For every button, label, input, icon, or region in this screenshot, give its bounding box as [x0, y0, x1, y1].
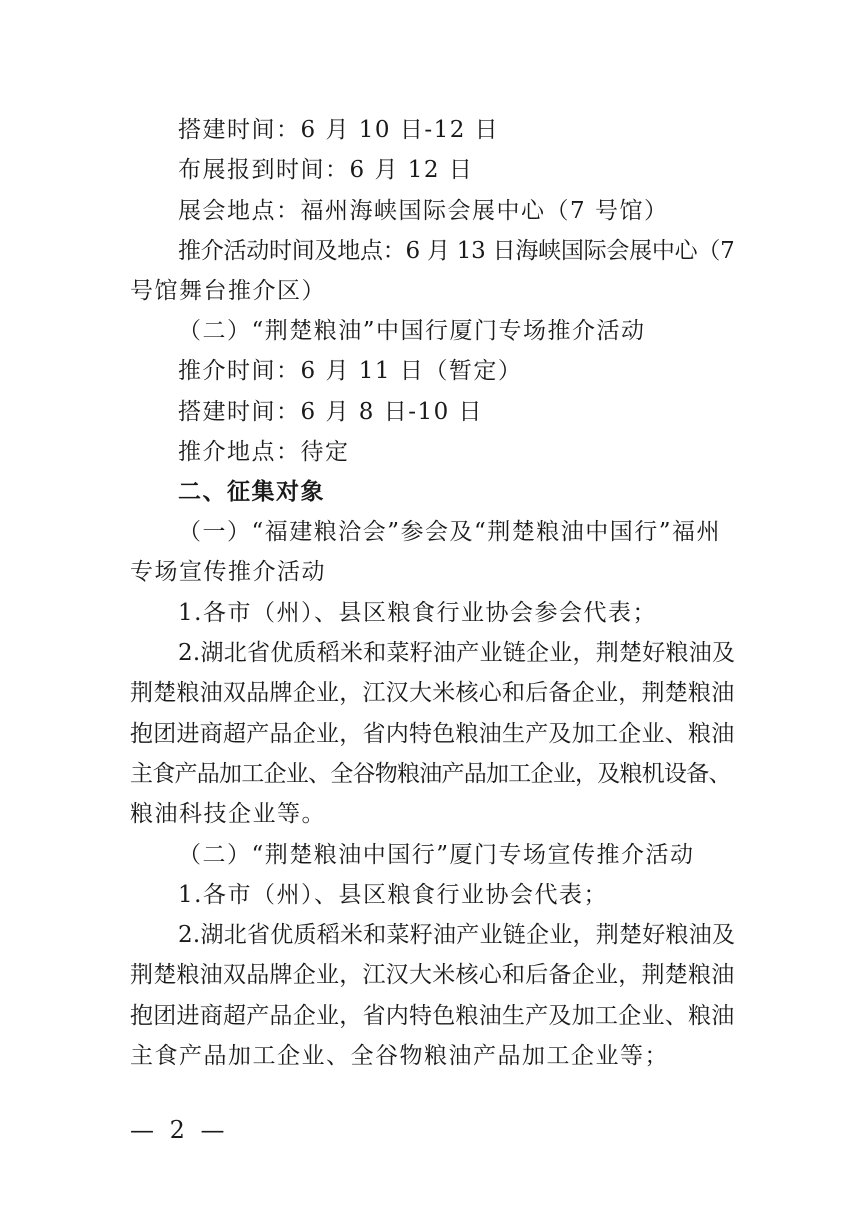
- section-heading: 二、征集对象: [178, 479, 325, 505]
- text-line: 布展报到时间：6 月 12 日: [178, 157, 474, 183]
- text-line: 主食产品加工企业、全谷物粮油产品加工企业等；: [130, 1043, 669, 1069]
- text-line: 推介地点：待定: [178, 439, 350, 465]
- page-number: — 2 —: [130, 1116, 229, 1144]
- subsection-heading: （二）“荆楚粮油中国行”厦门专场宣传推介活动: [178, 842, 695, 868]
- text-line: 粮油科技企业等。: [130, 801, 326, 827]
- text-line: 搭建时间：6 月 8 日-10 日: [178, 399, 484, 425]
- text-line: 推介时间：6 月 11 日（暂定）: [178, 358, 523, 384]
- text-line: 荆楚粮油双品牌企业，江汉大米核心和后备企业，荆楚粮油: [130, 962, 735, 988]
- text-line: 专场宣传推介活动: [130, 559, 326, 585]
- text-line: 荆楚粮油双品牌企业，江汉大米核心和后备企业，荆楚粮油: [130, 680, 735, 706]
- text-line: 搭建时间：6 月 10 日-12 日: [178, 117, 500, 143]
- list-item: 1.各市（州）、县区粮食行业协会参会代表；: [178, 600, 657, 626]
- text-line: 主食产品加工企业、全谷物粮油产品加工企业，及粮机设备、: [130, 761, 731, 787]
- list-item: 2.湖北省优质稻米和菜籽油产业链企业，荆楚好粮油及: [178, 922, 736, 948]
- text-line: 抱团进商超产品企业，省内特色粮油生产及加工企业、粮油: [130, 721, 735, 747]
- list-item: 1.各市（州）、县区粮食行业协会代表；: [178, 882, 608, 908]
- text-line: 展会地点：福州海峡国际会展中心（7 号馆）: [178, 198, 669, 224]
- subsection-heading: （二）“荆楚粮油”中国行厦门专场推介活动: [178, 318, 646, 344]
- text-line: 号馆舞台推介区）: [130, 278, 326, 304]
- subsection-heading: （一）“福建粮洽会”参会及“荆楚粮油中国行”福州: [178, 519, 722, 545]
- list-item: 2.湖北省优质稻米和菜籽油产业链企业，荆楚好粮油及: [178, 640, 736, 666]
- text-line: 抱团进商超产品企业，省内特色粮油生产及加工企业、粮油: [130, 1003, 735, 1029]
- text-line: 推介活动时间及地点：6 月 13 日海峡国际会展中心（7: [178, 238, 735, 264]
